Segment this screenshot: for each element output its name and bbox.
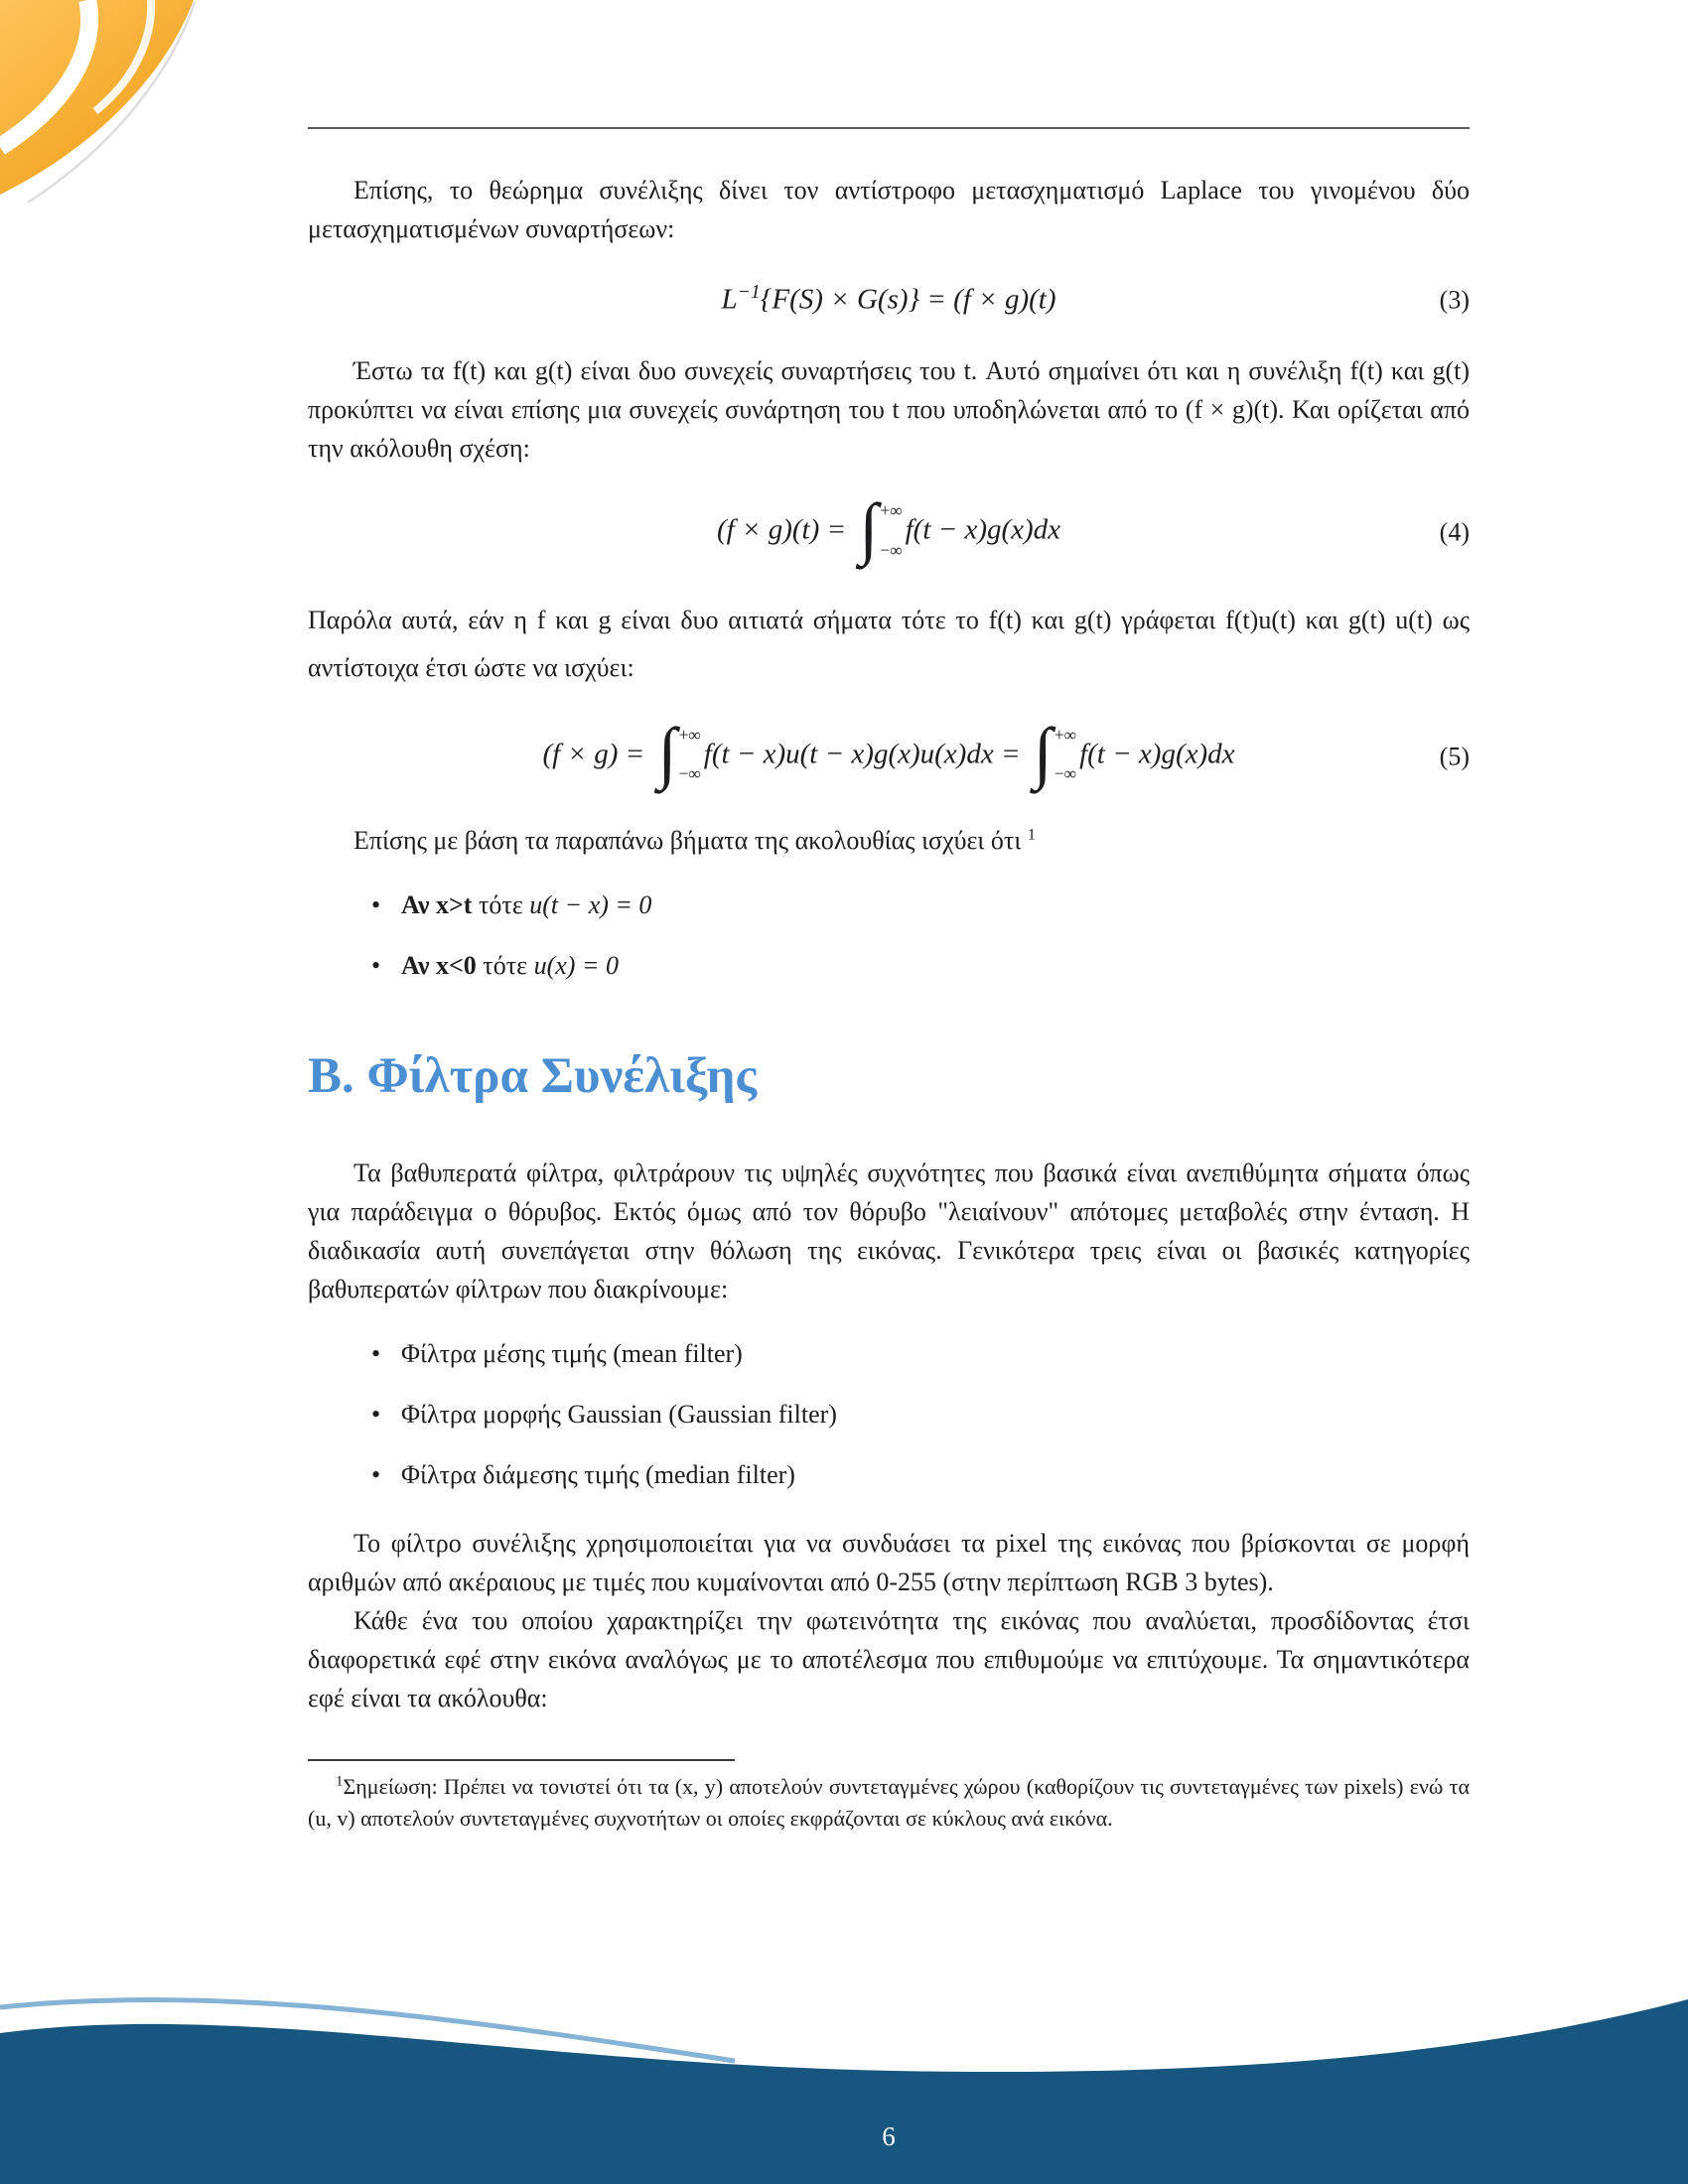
equation-4 [308,490,1470,568]
condition-2-bold: Αν x<0 [401,950,477,980]
footnote-block [308,1759,1470,1835]
page-content [308,127,1470,1835]
section-heading-convolution-filters: Β. Φίλτρα Συνέλιξης [308,1047,758,1104]
paragraph-pixels: Το φίλτρο συνέλιξης χρησιμοποιείται για να συνδυάσει τα pixel της εικόνας που βρίσκονται σε μορφή αριθμών από ακέραιους με τιμές που κυμαίνονται από 0-255 (στην περίπτωση RGB 3 bytes). [308,1529,1470,1597]
filter-item-mean: • Φίλτρα μέσης τιμής (mean filter) [371,1334,1470,1373]
footnote-body: Σημείωση: Πρέπει να τονιστεί ότι τα (x, y) αποτελούν συντεταγμένες χώρου (καθορίζουν τις συντεταγμένες των pixels) ενώ τα (u, v) αποτελούν συντεταγμένες συχνοτήτων οι οποίες εκφράζονται σε κύκλους ανά εικόνα. [308,1774,1470,1831]
footnote-marker: 1 [336,1773,344,1790]
footnote-text [308,1771,1470,1835]
paragraph-sequence-note-text: Επίσης με βάση τα παραπάνω βήματα της ακολουθίας ισχύει ότι [353,825,1028,855]
condition-1-math: u(t − x) = 0 [529,889,652,919]
paragraph-brightness: Κάθε ένα του οποίου χαρακτηρίζει την φωτεινότητα της εικόνας που αναλύεται, προσδίδοντας έτσι διαφορετικά εφέ στην εικόνα αναλόγως με το αποτέλεσμα που επιθυμούμε να επιτύχουμε. Τα σημαντικότερα εφέ είναι τα ακόλουθα: [308,1606,1470,1713]
condition-1-mid: τότε [472,889,530,919]
page-number: 6 [882,2121,896,2151]
paragraph-causal: Παρόλα αυτά, εάν η f και g είναι δυο αιτιατά σήματα τότε το f(t) και g(t) γράφεται f(t)u(t) και g(t) u(t) ως αντίστοιχα έτσι ώστε να ισχύει: [308,605,1470,682]
equation-4-number: (4) [1439,517,1470,547]
equation-5-number: (5) [1439,742,1470,771]
filters-list [308,1334,1470,1494]
corner-swoosh-decoration [0,0,298,228]
condition-item-2 [371,946,1470,985]
condition-2-mid: τότε [476,950,534,980]
header-rule [308,127,1470,129]
equation-3 [308,278,1470,322]
equation-5 [308,714,1470,791]
equation-5-formula: (f × g) = ∫ +∞ −∞ f(t − x)u(t − x)g(x)u(x)dx = ∫ +∞ −∞ f(t − x)g(x)dx [542,714,1235,791]
paragraph-sequence-note [308,821,1470,860]
footnote-reference: 1 [1027,825,1036,843]
equation-3-formula: $L^{-1}\{F(S) \times G(s)\} = (f \times g)(t)$ [721,281,1056,316]
filter-item-median: • Φίλτρα διάμεσης τιμής (median filter) [371,1455,1470,1494]
footnote-rule [308,1759,735,1761]
paragraph-lowpass: Τα βαθυπερατά φίλτρα, φιλτράρουν τις υψηλές συχνότητες που βασικά είναι ανεπιθύμητα σήματα όπως για παράδειγμα ο θόρυβος. Εκτός όμως από τον θόρυβο "λειαίνουν" απότομες μεταβολές στην ένταση. Η διαδικασία αυτή συνεπάγεται στην θόλωση της εικόνας. Γενικότερα τρεις είναι οι βασικές κατηγορίες βαθυπερατών φίλτρων που διακρίνουμε: [308,1159,1470,1304]
paragraph-laplace: Επίσης, το θεώρημα συνέλιξης δίνει τον αντίστροφο μετασχηματισμό Laplace του γινομένου δύο μετασχηματισμένων συναρτήσεων: [308,176,1470,243]
condition-2-math: u(x) = 0 [533,950,620,980]
conditions-list [308,886,1470,985]
condition-item-1 [371,886,1470,924]
filter-item-gaussian: • Φίλτρα μορφής Gaussian (Gaussian filter) [371,1395,1470,1433]
equation-3-number: (3) [1439,285,1470,315]
paragraph-continuous: Έστω τα f(t) και g(t) είναι δυο συνεχείς συναρτήσεις του t. Αυτό σημαίνει ότι και η συνέλιξη f(t) και g(t) προκύπτει να είναι επίσης μια συνεχείς συνάρτηση του t που υποδηλώνεται από το (f × g)(t). Και ορίζεται από την ακόλουθη σχέση: [308,356,1470,464]
condition-1-bold: Αν x>t [401,889,473,919]
equation-4-formula: (f × g)(t) = ∫ +∞ −∞ f(t − x)g(x)dx [716,490,1061,568]
